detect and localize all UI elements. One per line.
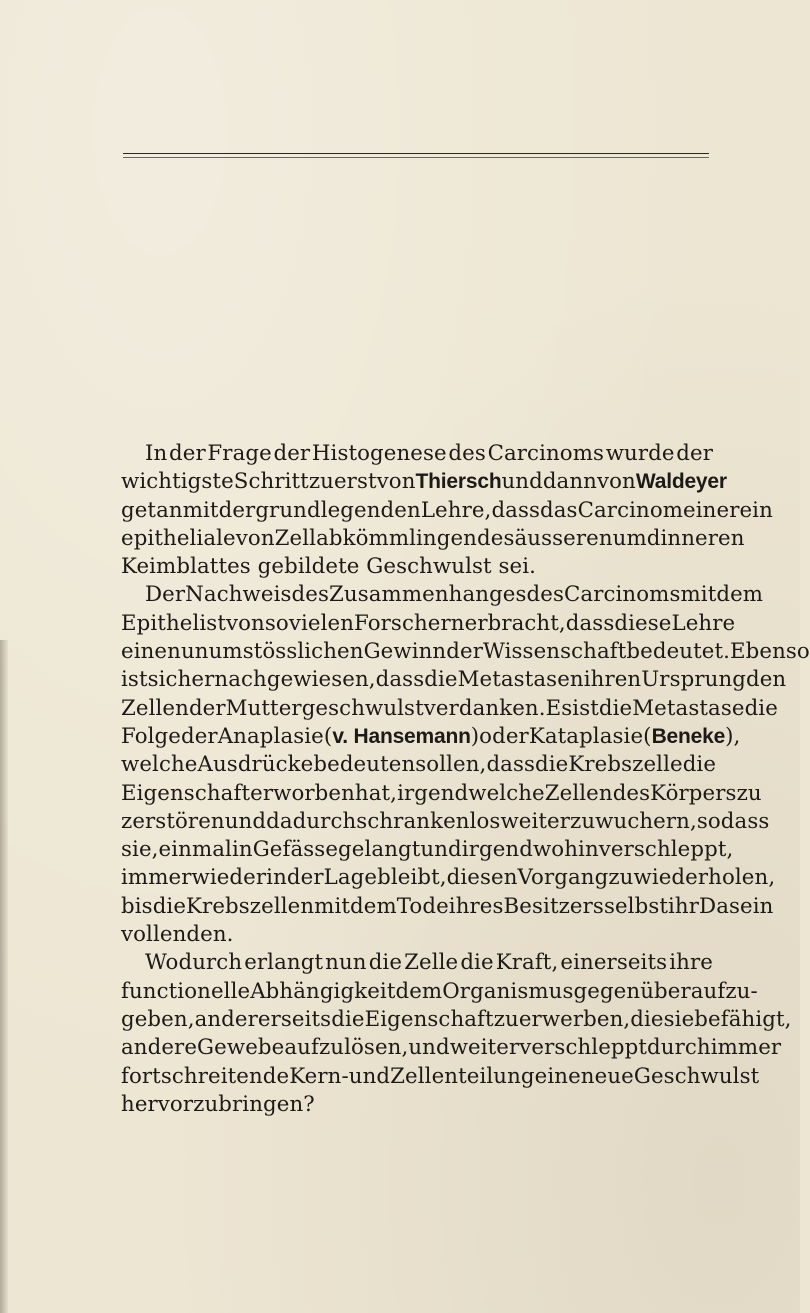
- word: irgend: [397, 780, 469, 806]
- text-line: [121, 1034, 782, 1062]
- word: andererseits: [194, 1006, 332, 1032]
- word: aufzulösen,: [284, 1035, 409, 1061]
- word: andere: [121, 1035, 198, 1061]
- word: geben,: [121, 1006, 195, 1032]
- word: Folge: [121, 723, 181, 749]
- word: von: [235, 525, 275, 551]
- word: dass: [720, 808, 770, 834]
- word: von: [597, 469, 636, 495]
- text-line: [121, 1091, 713, 1119]
- word: fortschreitende: [121, 1063, 290, 1089]
- word: Schritt: [233, 469, 309, 495]
- word: dass: [491, 497, 541, 523]
- word: sie,: [121, 837, 159, 863]
- word: einen: [121, 639, 181, 665]
- text-line: [121, 836, 734, 864]
- word: ist: [199, 610, 226, 636]
- word: Organismus: [442, 978, 574, 1004]
- word: dann: [542, 469, 597, 495]
- text-line: [121, 808, 770, 836]
- word: Dasein: [699, 893, 774, 919]
- word: der: [218, 497, 256, 523]
- paragraph: [121, 581, 810, 949]
- word: gelangt: [338, 837, 421, 863]
- word: eine: [683, 497, 730, 523]
- header-rule: [123, 153, 709, 154]
- author-name: Beneke: [651, 724, 726, 748]
- word: Kern-: [289, 1063, 349, 1089]
- word: dass: [486, 752, 536, 778]
- word: Zellen: [544, 780, 613, 806]
- word: den: [746, 667, 787, 693]
- word: Carcinoms: [564, 582, 681, 608]
- word: und: [501, 469, 543, 495]
- word: erlangt: [244, 950, 324, 976]
- word: Lehre: [671, 610, 736, 636]
- word: ist: [121, 667, 148, 693]
- word: bleibt,: [377, 865, 447, 891]
- word: Frage: [207, 441, 272, 466]
- word: Gewebe: [197, 1035, 285, 1061]
- word: bis: [121, 893, 153, 919]
- word: Ebenso: [730, 639, 810, 665]
- text-line: [121, 751, 717, 779]
- word: functionelle: [121, 978, 251, 1004]
- text-line: [121, 468, 727, 496]
- word: hat,: [354, 780, 398, 806]
- word: wieder: [191, 865, 267, 891]
- word: Kataplasie: [528, 723, 644, 749]
- word: die: [152, 893, 187, 919]
- word: dadurch: [266, 808, 357, 834]
- word: ist: [572, 695, 599, 721]
- word: die: [598, 695, 633, 721]
- word: Epithel: [121, 610, 200, 636]
- word: inneren: [660, 525, 745, 551]
- word: bedeuten: [313, 752, 416, 778]
- word: dem: [395, 978, 443, 1004]
- word: von: [226, 610, 265, 636]
- word: des: [612, 780, 651, 806]
- word: vielen: [288, 610, 355, 636]
- word: und: [420, 837, 462, 863]
- word: Forschern: [354, 610, 465, 636]
- body-text: [121, 440, 810, 1119]
- word: mit: [182, 497, 219, 523]
- text-line: [121, 440, 713, 468]
- word: die: [744, 695, 778, 721]
- text-line: [121, 553, 713, 581]
- word: Metastase: [632, 695, 745, 721]
- word: verdanken.: [423, 695, 546, 721]
- word: Krebszelle: [568, 752, 683, 778]
- text-line: [121, 581, 764, 609]
- text-line: [121, 525, 745, 553]
- word: Krebszellen: [186, 893, 315, 919]
- word: Ursprung: [641, 667, 746, 693]
- word: äusseren: [514, 525, 613, 551]
- author-name: Thiersch: [415, 470, 502, 494]
- word: Geschwulst: [366, 554, 492, 580]
- word: neue: [580, 1063, 634, 1089]
- word: zu: [736, 780, 762, 806]
- word: zu: [493, 1006, 519, 1032]
- word: dass: [565, 610, 615, 636]
- word: die: [368, 950, 403, 976]
- word: wohin: [532, 837, 599, 863]
- word: sei.: [498, 554, 537, 580]
- word: nachgewiesen,: [214, 667, 376, 693]
- word: die: [331, 1006, 365, 1032]
- word: verschleppt: [519, 1035, 648, 1061]
- word: mit: [314, 893, 351, 919]
- word: Lehre,: [420, 497, 492, 523]
- word: Wissenschaft: [482, 639, 627, 665]
- word: der: [676, 441, 713, 466]
- word: zerstören: [121, 808, 225, 834]
- word: des: [526, 582, 565, 608]
- word: Besitzers: [503, 893, 604, 919]
- text-line: [121, 723, 741, 751]
- paragraph: [121, 440, 773, 581]
- text-line: [121, 497, 773, 525]
- word: welche: [121, 752, 198, 778]
- word: Eigenschaft: [121, 780, 251, 806]
- text-line: [121, 638, 810, 666]
- word: ihr: [668, 893, 700, 919]
- word: bedeutet.: [626, 639, 730, 665]
- word: Anaplasie: [217, 723, 324, 749]
- word: Muttergeschwulst: [225, 695, 424, 721]
- text-line: [121, 780, 762, 808]
- word: Körpers: [650, 780, 737, 806]
- word: irgend: [461, 837, 533, 863]
- word: gebildete: [257, 554, 360, 580]
- word: diesen: [446, 865, 518, 891]
- word: dem: [716, 582, 764, 608]
- word: die: [682, 752, 717, 778]
- word: eine: [534, 1063, 581, 1089]
- word: so: [696, 808, 721, 834]
- page-gutter-shadow: [0, 640, 8, 1313]
- word: oder: [479, 723, 529, 749]
- word: des: [448, 441, 486, 466]
- word: dem: [350, 893, 397, 919]
- word: Zusammenhanges: [329, 582, 527, 608]
- word: sicher: [147, 667, 215, 693]
- text-line: [121, 1006, 792, 1034]
- word: wiederholen,: [633, 865, 776, 891]
- word: Zellen: [121, 695, 189, 721]
- word: ihren: [583, 667, 642, 693]
- word: Tode: [396, 893, 449, 919]
- word: des: [291, 582, 329, 608]
- word: zu: [608, 865, 634, 891]
- word: von: [376, 469, 416, 495]
- word: immer: [121, 865, 192, 891]
- word: Gefässe: [252, 837, 339, 863]
- word: weiterzuwuchern,: [500, 808, 697, 834]
- word: In: [145, 441, 168, 466]
- word: das: [540, 497, 578, 523]
- word: Zellenteilung: [390, 1063, 535, 1089]
- word: Geschwulst: [633, 1063, 760, 1089]
- text-line: [121, 921, 713, 949]
- word: schrankenlos: [356, 808, 501, 834]
- word: Gewinn: [363, 639, 447, 665]
- word: erworben: [250, 780, 355, 806]
- word: und: [348, 1063, 391, 1089]
- word: Histogenese: [311, 441, 447, 466]
- word: wichtigste: [121, 469, 234, 495]
- word: der: [446, 639, 483, 665]
- word: der: [188, 695, 226, 721]
- word: grundlegenden: [255, 497, 421, 523]
- text-line: [121, 864, 776, 892]
- author-citation: (v. Hansemann): [323, 723, 480, 749]
- word: mit: [680, 582, 717, 608]
- word: Nachweis: [185, 582, 292, 608]
- text-line: [121, 610, 736, 638]
- word: Ausdrücke: [197, 752, 314, 778]
- word: und: [408, 1035, 450, 1061]
- word: rein: [729, 497, 773, 523]
- word: Keimblattes: [121, 554, 251, 580]
- word: vollenden.: [121, 922, 234, 948]
- word: hervorzubringen?: [121, 1091, 315, 1117]
- word: welche: [468, 780, 545, 806]
- word: aufzu-: [690, 978, 758, 1004]
- word: in: [231, 837, 253, 863]
- word: ihres: [448, 893, 504, 919]
- word: in: [266, 865, 287, 891]
- word: Es: [545, 695, 573, 721]
- word: dass: [375, 667, 425, 693]
- word: des: [477, 525, 515, 551]
- word: epitheliale: [121, 525, 236, 551]
- word: die: [535, 752, 569, 778]
- word: so: [264, 610, 289, 636]
- text-line: [121, 978, 758, 1006]
- word: weiter: [449, 1035, 520, 1061]
- word: diese: [614, 610, 672, 636]
- word: sie: [663, 1006, 695, 1032]
- author-name: v. Hansemann: [332, 724, 471, 748]
- word: Der: [145, 582, 186, 608]
- word: erbracht,: [464, 610, 566, 636]
- word: Metastasen: [457, 667, 584, 693]
- word: der: [286, 865, 324, 891]
- word: befähigt,: [694, 1006, 792, 1032]
- word: gegenüber: [573, 978, 691, 1004]
- word: der: [180, 723, 218, 749]
- word: die: [630, 1006, 664, 1032]
- word: selbst: [603, 893, 669, 919]
- word: Lage: [323, 865, 378, 891]
- word: immer: [710, 1035, 782, 1061]
- word: verschleppt,: [598, 837, 734, 863]
- word: nun: [325, 950, 367, 976]
- word: Zelle: [404, 950, 459, 976]
- word: unumstösslichen: [180, 639, 364, 665]
- word: getan: [121, 497, 183, 523]
- word: Wodurch: [145, 950, 243, 976]
- text-line: [121, 666, 787, 694]
- word: die: [424, 667, 458, 693]
- word: Carcinom: [577, 497, 684, 523]
- word: durch: [647, 1035, 711, 1061]
- word: Abhängigkeit: [250, 978, 396, 1004]
- word: ihre: [669, 950, 713, 976]
- word: und: [224, 808, 267, 834]
- word: einmal: [158, 837, 232, 863]
- word: Zellabkömmlingen: [274, 525, 478, 551]
- word: der: [273, 441, 311, 466]
- header-rule-thin: [123, 157, 709, 158]
- text-line: [121, 1063, 760, 1091]
- word: Carcinoms: [487, 441, 605, 466]
- text-line: [121, 949, 713, 977]
- word: Eigenschaft: [364, 1006, 494, 1032]
- word: wurde: [605, 441, 675, 466]
- author-citation: (Beneke),: [643, 723, 741, 749]
- text-line: [121, 695, 778, 723]
- word: sollen,: [415, 752, 487, 778]
- text-line: [121, 893, 774, 921]
- word: der: [169, 441, 206, 466]
- word: Kraft,: [495, 950, 559, 976]
- word: einerseits: [560, 950, 668, 976]
- word: zuerst: [308, 469, 377, 495]
- word: erwerben,: [518, 1006, 631, 1032]
- paragraph: [121, 949, 792, 1119]
- word: Vorgang: [517, 865, 609, 891]
- word: umd: [612, 525, 661, 551]
- author-name: Waldeyer: [635, 470, 727, 494]
- word: die: [460, 950, 494, 976]
